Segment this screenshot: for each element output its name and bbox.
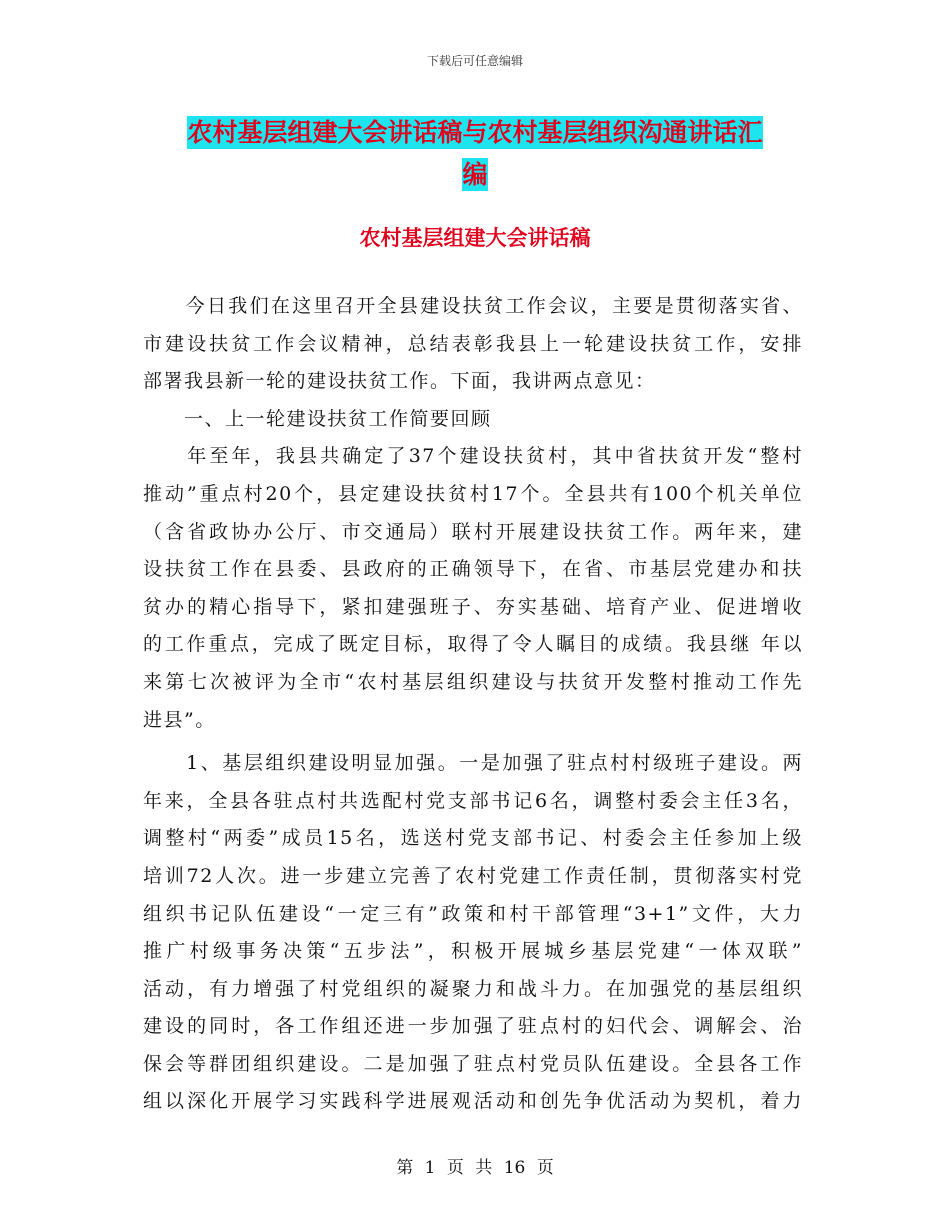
paragraph-line: 进县”。 bbox=[143, 708, 216, 731]
section-title: 农村基层组建大会讲话稿 bbox=[359, 226, 591, 250]
paragraph-line: 组以深化开展学习实践科学进展观活动和创先争优活动为契机，着力 bbox=[143, 1090, 803, 1113]
page-header-note: 下载后可任意编辑 bbox=[426, 54, 523, 68]
paragraph-line: （含省政协办公厅、市交通局）联村开展建设扶贫工作。两年来，建 bbox=[143, 520, 803, 543]
paragraph-line: 年至年，我县共确定了37个建设扶贫村，其中省扶贫开发“整村 bbox=[143, 445, 803, 468]
paragraph-line: 今日我们在这里召开全县建设扶贫工作会议，主要是贯彻落实省、 bbox=[143, 295, 803, 317]
document-title-line-2: 编 bbox=[462, 160, 488, 189]
document-title-line-1: 农村基层组建大会讲话稿与农村基层组织沟通讲话汇 bbox=[187, 118, 763, 147]
document-title bbox=[0, 112, 950, 196]
paragraph-line: 组织书记队伍建设“一定三有”政策和村干部管理“3+1”文件，大力 bbox=[143, 902, 803, 925]
paragraph-line: 培训72人次。进一步建立完善了农村党建工作责任制，贯彻落实村党 bbox=[143, 864, 803, 887]
paragraph-line: 活动，有力增强了村党组织的凝聚力和战斗力。在加强党的基层组织 bbox=[143, 977, 803, 1000]
body-text bbox=[143, 288, 803, 1121]
page-number-footer: 第 1 页 共 16 页 bbox=[396, 1158, 554, 1178]
paragraph-line: 1、基层组织建设明显加强。一是加强了驻点村村级班子建设。两 bbox=[143, 752, 803, 775]
paragraph-line: 的工作重点，完成了既定目标，取得了令人瞩目的成绩。我县继 年以 bbox=[143, 633, 803, 656]
paragraph-line: 市建设扶贫工作会议精神，总结表彰我县上一轮建设扶贫工作，安排 bbox=[143, 332, 803, 355]
paragraph-line: 部署我县新一轮的建设扶贫工作。下面，我讲两点意见： bbox=[143, 370, 656, 393]
paragraph-line: 来第七次被评为全市“农村基层组织建设与扶贫开发整村推动工作先 bbox=[143, 670, 803, 693]
paragraph-line: 保会等群团组织建设。二是加强了驻点村党员队伍建设。全县各工作 bbox=[143, 1052, 803, 1075]
paragraph-line: 建设的同时，各工作组还进一步加强了驻点村的妇代会、调解会、治 bbox=[143, 1015, 803, 1038]
paragraph-line: 设扶贫工作在县委、县政府的正确领导下，在省、市基层党建办和扶 bbox=[143, 558, 803, 581]
paragraph-line: 调整村“两委”成员15名，选送村党支部书记、村委会主任参加上级 bbox=[143, 827, 803, 850]
paragraph-line: 推动”重点村20个，县定建设扶贫村17个。全县共有100个机关单位 bbox=[143, 482, 803, 505]
paragraph-line: 贫办的精心指导下，紧扣建强班子、夯实基础、培育产业、促进增收 bbox=[143, 595, 803, 618]
paragraph-line: 推广村级事务决策“五步法”，积极开展城乡基层党建“一体双联” bbox=[143, 940, 803, 963]
paragraph-line: 年来，全县各驻点村共选配村党支部书记6名，调整村委会主任3名， bbox=[143, 789, 803, 812]
paragraph-line: 一、上一轮建设扶贫工作简要回顾 bbox=[143, 407, 492, 430]
